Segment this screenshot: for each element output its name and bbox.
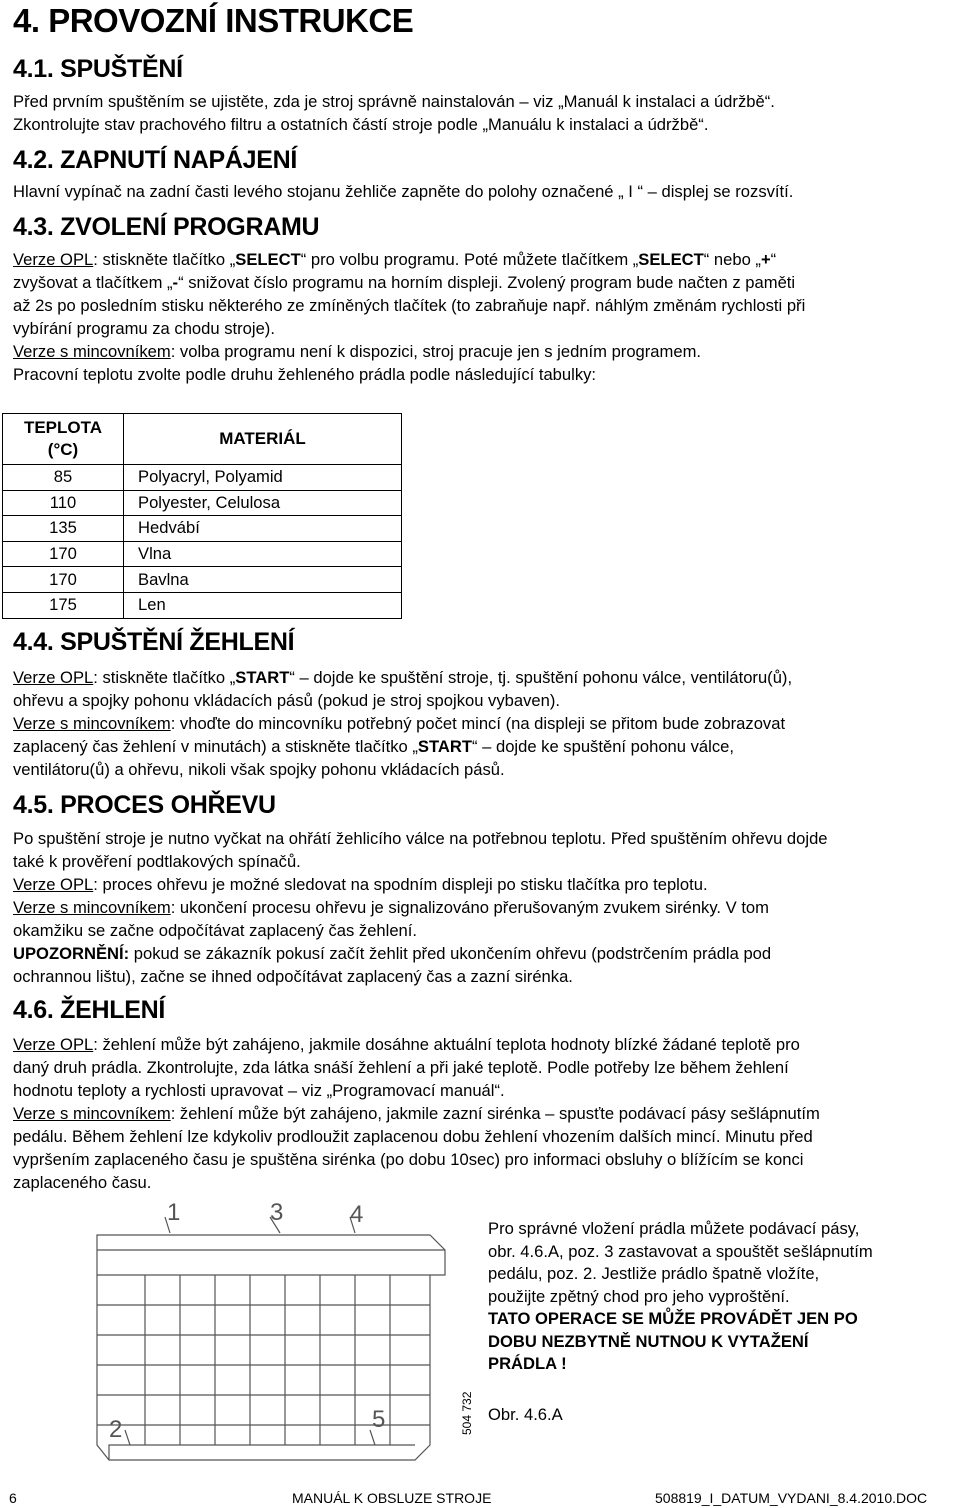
section-4-2-text <box>13 180 948 203</box>
text-fragment: : stiskněte tlačítko „ <box>93 250 236 269</box>
cell-temperature: 135 <box>3 516 124 542</box>
text-line <box>13 873 948 896</box>
footer-divider <box>0 1478 960 1479</box>
text-line <box>13 271 948 294</box>
text-line: ohřevu a spojky pohonu vkládacích pásů (pokud je stroj spojkou vybaven). <box>13 691 560 710</box>
page-title: 4. PROVOZNÍ INSTRUKCE <box>13 2 414 39</box>
text-line <box>13 712 948 735</box>
warning-line: PRÁDLA ! <box>488 1354 567 1373</box>
section-4-5-title: 4.5. PROCES OHŘEVU <box>13 791 276 819</box>
table-header-row <box>3 414 402 465</box>
text-line: Po spuštění stroje je nutno vyčkat na ohřátí žehlicího válce na potřebnou teplotu. Před spuštěním ohřevu dojde <box>13 829 828 848</box>
text-line: Pro správné vložení prádla můžete podávací pásy, <box>488 1219 860 1238</box>
footer-doc-id: 508819_I_DATUM_VYDANI_8.4.2010.DOC <box>655 1490 928 1506</box>
header-temperature <box>3 414 124 465</box>
header-text: (°C) <box>47 440 79 459</box>
footer-title: MANUÁL K OBSLUZE STROJE <box>292 1490 492 1506</box>
drawing-code: 504 732 <box>460 1391 474 1435</box>
coin-label: Verze s mincovníkem <box>13 714 171 733</box>
select-key: SELECT <box>638 250 704 269</box>
callout-5: 5 <box>372 1406 386 1433</box>
text-line: vypršením zaplaceného času je spuštěna sirénka (po dobu 10sec) pro informaci obsluhy o blížícím se konci <box>13 1150 804 1169</box>
text-fragment: zaplacený čas žehlení v minutách) a stiskněte tlačítko „ <box>13 737 418 756</box>
cell-temperature: 175 <box>3 592 124 618</box>
callout-1: 1 <box>167 1199 181 1226</box>
cell-temperature: 170 <box>3 567 124 593</box>
temperature-table <box>2 413 402 619</box>
text-fragment: “ – dojde ke spuštění stroje, tj. spuštění pohonu válce, ventilátoru(ů), <box>289 668 793 687</box>
callout-4: 4 <box>350 1201 364 1228</box>
section-4-6-text <box>13 1033 948 1194</box>
machine-drawing <box>97 1217 445 1460</box>
opl-label: Verze OPL <box>13 1035 94 1054</box>
opl-label: Verze OPL <box>13 250 94 269</box>
table-row <box>3 567 402 593</box>
page-number: 6 <box>9 1490 17 1506</box>
coin-label: Verze s mincovníkem <box>13 1104 171 1123</box>
table-row <box>3 541 402 567</box>
opl-label: Verze OPL <box>13 668 94 687</box>
text-fragment: pokud se zákazník pokusí začít žehlit před ukončením ohřevu (podstrčením prádla pod <box>129 944 772 963</box>
coin-label: Verze s mincovníkem <box>13 898 171 917</box>
text-line: použijte zpětný chod pro jeho vyproštění. <box>488 1286 790 1306</box>
cell-temperature: 170 <box>3 541 124 567</box>
table-row <box>3 516 402 542</box>
section-4-3-text <box>13 248 948 386</box>
text-line <box>13 1033 948 1056</box>
warning-line: DOBU NEZBYTNĚ NUTNOU K VYTAŽENÍ <box>488 1331 809 1351</box>
text-line: pedálu, poz. 2. Jestliže prádlo špatně vložíte, <box>488 1264 820 1283</box>
callout-3: 3 <box>270 1199 284 1226</box>
cell-material: Hedvábí <box>124 516 402 542</box>
figure-note <box>488 1218 953 1376</box>
text-line: ochrannou lištu), začne se ihned odpočítávat zaplacený čas a zazní sirénka. <box>13 967 573 986</box>
cell-material: Bavlna <box>124 567 402 593</box>
cell-material: Vlna <box>124 541 402 567</box>
section-4-3-title: 4.3. ZVOLENÍ PROGRAMU <box>13 213 320 241</box>
section-4-4-text <box>13 666 948 781</box>
text-fragment: : volba programu není k dispozici, stroj pracuje jen s jedním programem. <box>170 342 702 361</box>
start-key: START <box>417 737 472 756</box>
section-4-2-title: 4.2. ZAPNUTÍ NAPÁJENÍ <box>13 146 298 174</box>
header-material: MATERIÁL <box>124 414 402 465</box>
text-line: daný druh prádla. Zkontrolujte, zda látka snáší žehlení a při jaké teplotě. Podle potřeby lze během žehlení <box>13 1058 789 1077</box>
text-line: Hlavní vypínač na zadní časti levého stojanu žehliče zapněte do polohy označené „ I “ – displej se rozsvítí. <box>13 182 794 201</box>
text-line <box>13 666 948 689</box>
text-fragment: “ <box>770 250 777 269</box>
text-line: vybírání programu za chodu stroje). <box>13 319 275 338</box>
opl-label: Verze OPL <box>13 875 94 894</box>
text-line: Před prvním spuštěním se ujistěte, zda je stroj správně nainstalován – viz „Manuál k instalaci a údržbě“. <box>13 92 775 111</box>
text-fragment: zvyšovat a tlačítkem „ <box>13 273 173 292</box>
text-line: okamžiku se začne odpočítávat zaplacený čas žehlení. <box>13 921 418 940</box>
section-4-1-text <box>13 90 948 136</box>
coin-label: Verze s mincovníkem <box>13 342 171 361</box>
text-fragment: : stiskněte tlačítko „ <box>93 668 236 687</box>
text-line <box>13 896 948 919</box>
text-fragment: : žehlení může být zahájeno, jakmile zazní sirénka – spusťte podávací pásy sešlápnutím <box>170 1104 820 1123</box>
text-fragment: “ pro volbu programu. Poté můžete tlačítkem „ <box>300 250 639 269</box>
table-row <box>3 465 402 491</box>
text-line <box>13 1102 948 1125</box>
section-4-1-title: 4.1. SPUŠTĚNÍ <box>13 55 183 83</box>
warning-line: TATO OPERACE SE MŮŽE PROVÁDĚT JEN PO <box>488 1309 858 1328</box>
text-fragment: “ – dojde ke spuštění pohonu válce, <box>471 737 734 756</box>
text-line: také k prověření podtlakových spínačů. <box>13 852 301 871</box>
section-4-4-title: 4.4. SPUŠTĚNÍ ŽEHLENÍ <box>13 628 295 656</box>
text-fragment: : ukončení procesu ohřevu je signalizováno přerušovaným zvukem sirénky. V tom <box>170 898 769 917</box>
select-key: SELECT <box>235 250 301 269</box>
text-line: až 2s po posledním stisku některého ze zmíněných tlačítek (to zabraňuje např. náhlým změnám rychlosti při <box>13 296 806 315</box>
text-line: hodnotu teploty a rychlosti upravovat – viz „Programovací manuál“. <box>13 1081 505 1100</box>
figure-caption: Obr. 4.6.A <box>488 1405 563 1424</box>
text-fragment: : vhoďte do mincovníku potřebný počet mincí (na displeji se přitom bude zobrazovat <box>170 714 786 733</box>
warning-label: UPOZORNĚNÍ: <box>13 944 130 963</box>
cell-material: Len <box>124 592 402 618</box>
section-4-5-text <box>13 827 948 988</box>
section-4-6-title: 4.6. ŽEHLENÍ <box>13 996 165 1024</box>
text-line <box>13 735 948 758</box>
text-line: Zkontrolujte stav prachového filtru a ostatních částí stroje podle „Manuálu k instalaci a údržbě“. <box>13 115 709 134</box>
text-line <box>13 248 948 271</box>
text-line: obr. 4.6.A, poz. 3 zastavovat a spouštět sešlápnutím <box>488 1241 873 1261</box>
callout-2: 2 <box>109 1416 123 1443</box>
text-line: ventilátoru(ů) a ohřevu, nikoli však spojky pohonu vkládacích pásů. <box>13 760 505 779</box>
cell-material: Polyacryl, Polyamid <box>124 465 402 491</box>
cell-temperature: 110 <box>3 490 124 516</box>
text-line <box>13 340 948 363</box>
cell-temperature: 85 <box>3 465 124 491</box>
table-row <box>3 592 402 618</box>
text-line: Pracovní teplotu zvolte podle druhu žehleného prádla podle následující tabulky: <box>13 365 597 384</box>
figure-4-6-a <box>85 1195 485 1470</box>
plus-key: + <box>760 250 771 269</box>
text-line: pedálu. Během žehlení lze kdykoliv prodloužit zaplacenou dobu žehlení vhozením dalších mincí. Minutu před <box>13 1127 813 1146</box>
table-row <box>3 490 402 516</box>
text-fragment: “ nebo „ <box>703 250 761 269</box>
minus-key: - <box>172 273 179 292</box>
text-line <box>13 942 948 965</box>
header-text: TEPLOTA <box>23 418 103 437</box>
cell-material: Polyester, Celulosa <box>124 490 402 516</box>
text-fragment: : žehlení může být zahájeno, jakmile dosáhne aktuální teplota hodnoty blízké žádané teplotě pro <box>93 1035 800 1054</box>
text-fragment: “ snižovat číslo programu na horním displeji. Zvolený program bude načten z paměti <box>178 273 796 292</box>
start-key: START <box>235 668 290 687</box>
text-line: zaplaceného času. <box>13 1173 152 1192</box>
text-fragment: : proces ohřevu je možné sledovat na spodním displeji po stisku tlačítka pro teplotu. <box>93 875 708 894</box>
